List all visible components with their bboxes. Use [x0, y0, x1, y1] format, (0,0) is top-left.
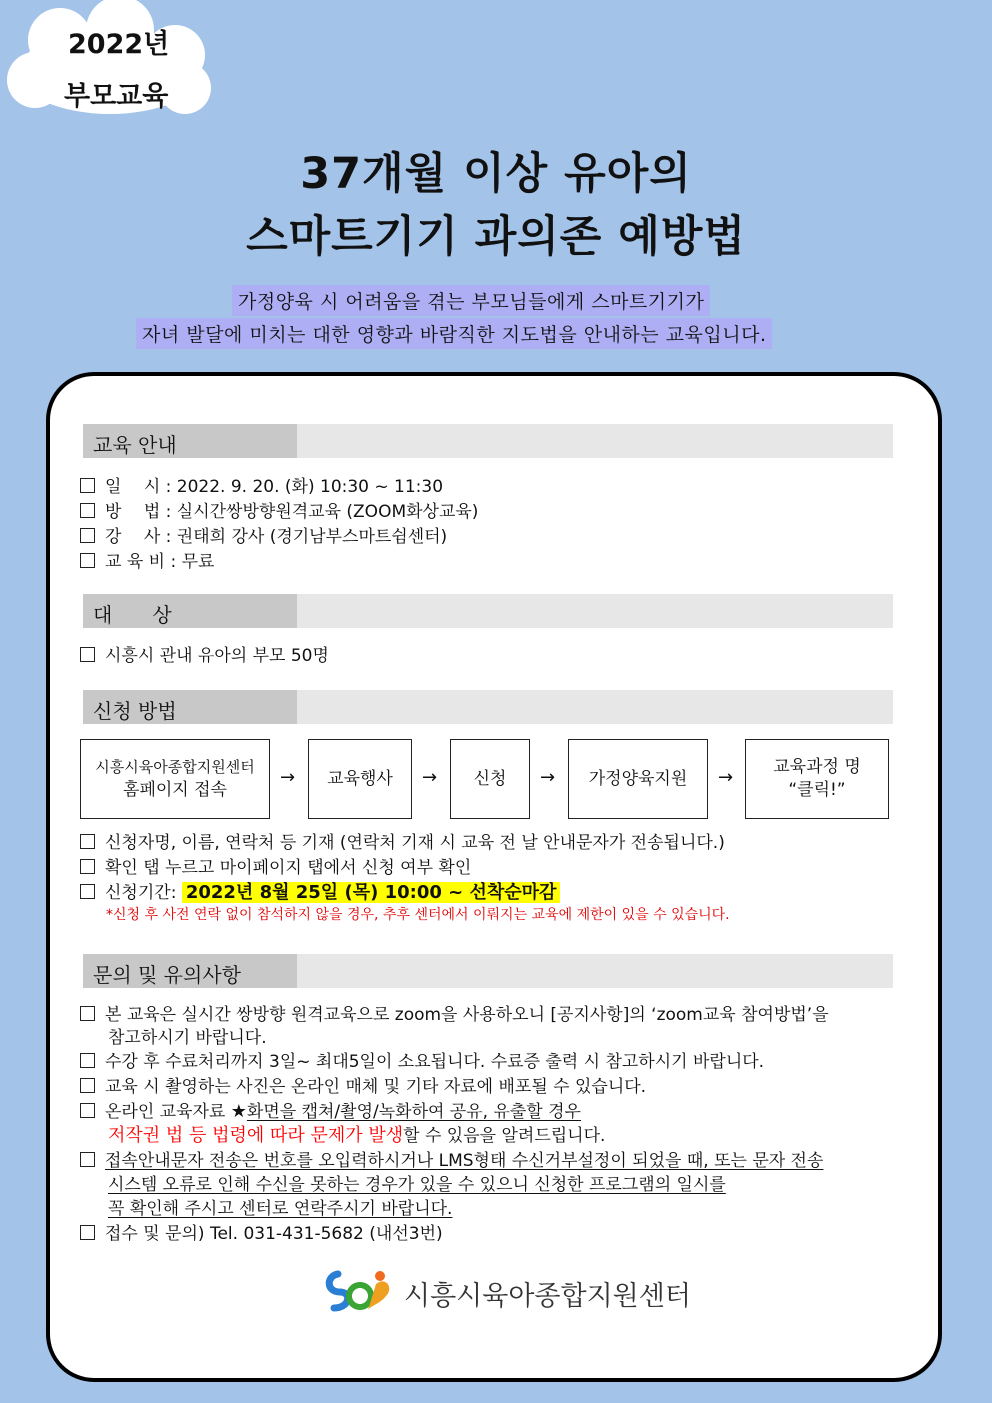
center-logo	[324, 1266, 691, 1316]
info-item-fee: 교 육 비 : 무료	[80, 547, 214, 572]
checkbox-icon	[80, 1103, 95, 1118]
apply-item-confirm: 확인 탭 누르고 마이페이지 탭에서 신청 여부 확인	[80, 853, 471, 878]
checkbox-icon	[80, 1225, 95, 1240]
checkbox-icon	[80, 647, 95, 662]
subtitle-line2: 자녀 발달에 미치는 대한 영향과 바람직한 지도법을 안내하는 교육입니다.	[136, 318, 772, 349]
notice-item-sms-cont1: 시스템 오류로 인해 수신을 못하는 경우가 있을 수 있으니 신청한 프로그램의 일시를	[108, 1175, 726, 1195]
badge-year: 2022년	[68, 29, 170, 60]
flow-step-course-click: 교육과정 명 “클릭!”	[745, 739, 889, 819]
cloud-badge	[0, 0, 215, 125]
arrow-icon: →	[540, 767, 556, 788]
notice-item-sms-cont2: 꼭 확인해 주시고 센터로 연락주시기 바랍니다.	[108, 1199, 453, 1219]
checkbox-icon	[80, 1053, 95, 1068]
content-card	[46, 372, 942, 1382]
apply-note: *신청 후 사전 연락 없이 참석하지 않을 경우, 추후 센터에서 이뤄지는 교육에 제한이 있을 수 있습니다.	[106, 907, 730, 923]
page-title-line1: 37개월 이상 유아의	[300, 149, 692, 199]
checkbox-icon	[80, 1152, 95, 1167]
checkbox-icon	[80, 503, 95, 518]
notice-item-sms: 접속안내문자 전송은 번호를 오입력하시거나 LMS형태 수신거부설정이 되었을 때, 또는 문자 전송	[80, 1146, 823, 1171]
section-header-apply	[83, 690, 893, 724]
checkbox-icon	[80, 553, 95, 568]
notice-item-photo: 교육 시 촬영하는 사진은 온라인 매체 및 기타 자료에 배포될 수 있습니다.	[80, 1072, 646, 1097]
apply-item-info: 신청자명, 이름, 연락처 등 기재 (연락처 기재 시 교육 전 날 안내문자가 전송됩니다.)	[80, 828, 725, 853]
checkbox-icon	[80, 859, 95, 874]
checkbox-icon	[80, 478, 95, 493]
info-item-date: 일 시 : 2022. 9. 20. (화) 10:30 ~ 11:30	[80, 472, 443, 497]
badge-label: 부모교육	[64, 81, 169, 112]
logo-icon	[324, 1266, 396, 1316]
star-icon: ★	[230, 1101, 247, 1122]
target-item: 시흥시 관내 유아의 부모 50명	[80, 641, 329, 666]
notice-item-copyright: 온라인 교육자료 ★화면을 캡쳐/촬영/녹화하여 공유, 유출할 경우	[80, 1097, 581, 1122]
section-title-target: 대 상	[93, 603, 172, 627]
checkbox-icon	[80, 834, 95, 849]
flow-step-homepage: 시흥시육아종합지원센터 홈페이지 접속	[80, 739, 270, 819]
page-title-line2: 스마트기기 과의존 예방법	[246, 212, 746, 262]
checkbox-icon	[80, 1078, 95, 1093]
section-title-apply: 신청 방법	[93, 699, 177, 723]
flow-step-apply: 신청	[450, 739, 530, 819]
section-header-info	[83, 424, 893, 458]
section-title-notice: 문의 및 유의사항	[93, 963, 241, 987]
notice-item-zoom: 본 교육은 실시간 쌍방향 원격교육으로 zoom을 사용하오니 [공지사항]의 ‘zoom교육 참여방법’을	[80, 1000, 829, 1025]
checkbox-icon	[80, 884, 95, 899]
flow-step-home-support: 가정양육지원	[568, 739, 708, 819]
subtitle-line1: 가정양육 시 어려움을 겪는 부모님들에게 스마트기기가	[232, 285, 710, 316]
flow-step-event: 교육행사	[308, 739, 412, 819]
arrow-icon: →	[718, 767, 734, 788]
notice-item-certificate: 수강 후 수료처리까지 3일~ 최대5일이 소요됩니다. 수료증 출력 시 참고하시기 바랍니다.	[80, 1047, 764, 1072]
notice-item-contact: 접수 및 문의) Tel. 031-431-5682 (내선3번)	[80, 1219, 443, 1244]
arrow-icon: →	[422, 767, 438, 788]
section-header-target	[83, 594, 893, 628]
notice-item-zoom-cont: 참고하시기 바랍니다.	[108, 1028, 267, 1048]
checkbox-icon	[80, 1006, 95, 1021]
info-item-method: 방 법 : 실시간쌍방향원격교육 (ZOOM화상교육)	[80, 497, 478, 522]
logo-text: 시흥시육아종합지원센터	[404, 1281, 691, 1312]
apply-item-period: 신청기간: 2022년 8월 25일 (목) 10:00 ~ 선착순마감	[80, 878, 560, 904]
arrow-icon: →	[280, 767, 296, 788]
section-header-notice	[83, 954, 893, 988]
notice-item-copyright-cont: 저작권 법 등 법령에 따라 문제가 발생할 수 있음을 알려드립니다.	[108, 1125, 606, 1146]
checkbox-icon	[80, 528, 95, 543]
section-title-info: 교육 안내	[93, 433, 177, 457]
apply-period-value: 2022년 8월 25일 (목) 10:00 ~ 선착순마감	[182, 882, 561, 903]
info-item-lecturer: 강 사 : 권태희 강사 (경기남부스마트쉼센터)	[80, 522, 447, 547]
